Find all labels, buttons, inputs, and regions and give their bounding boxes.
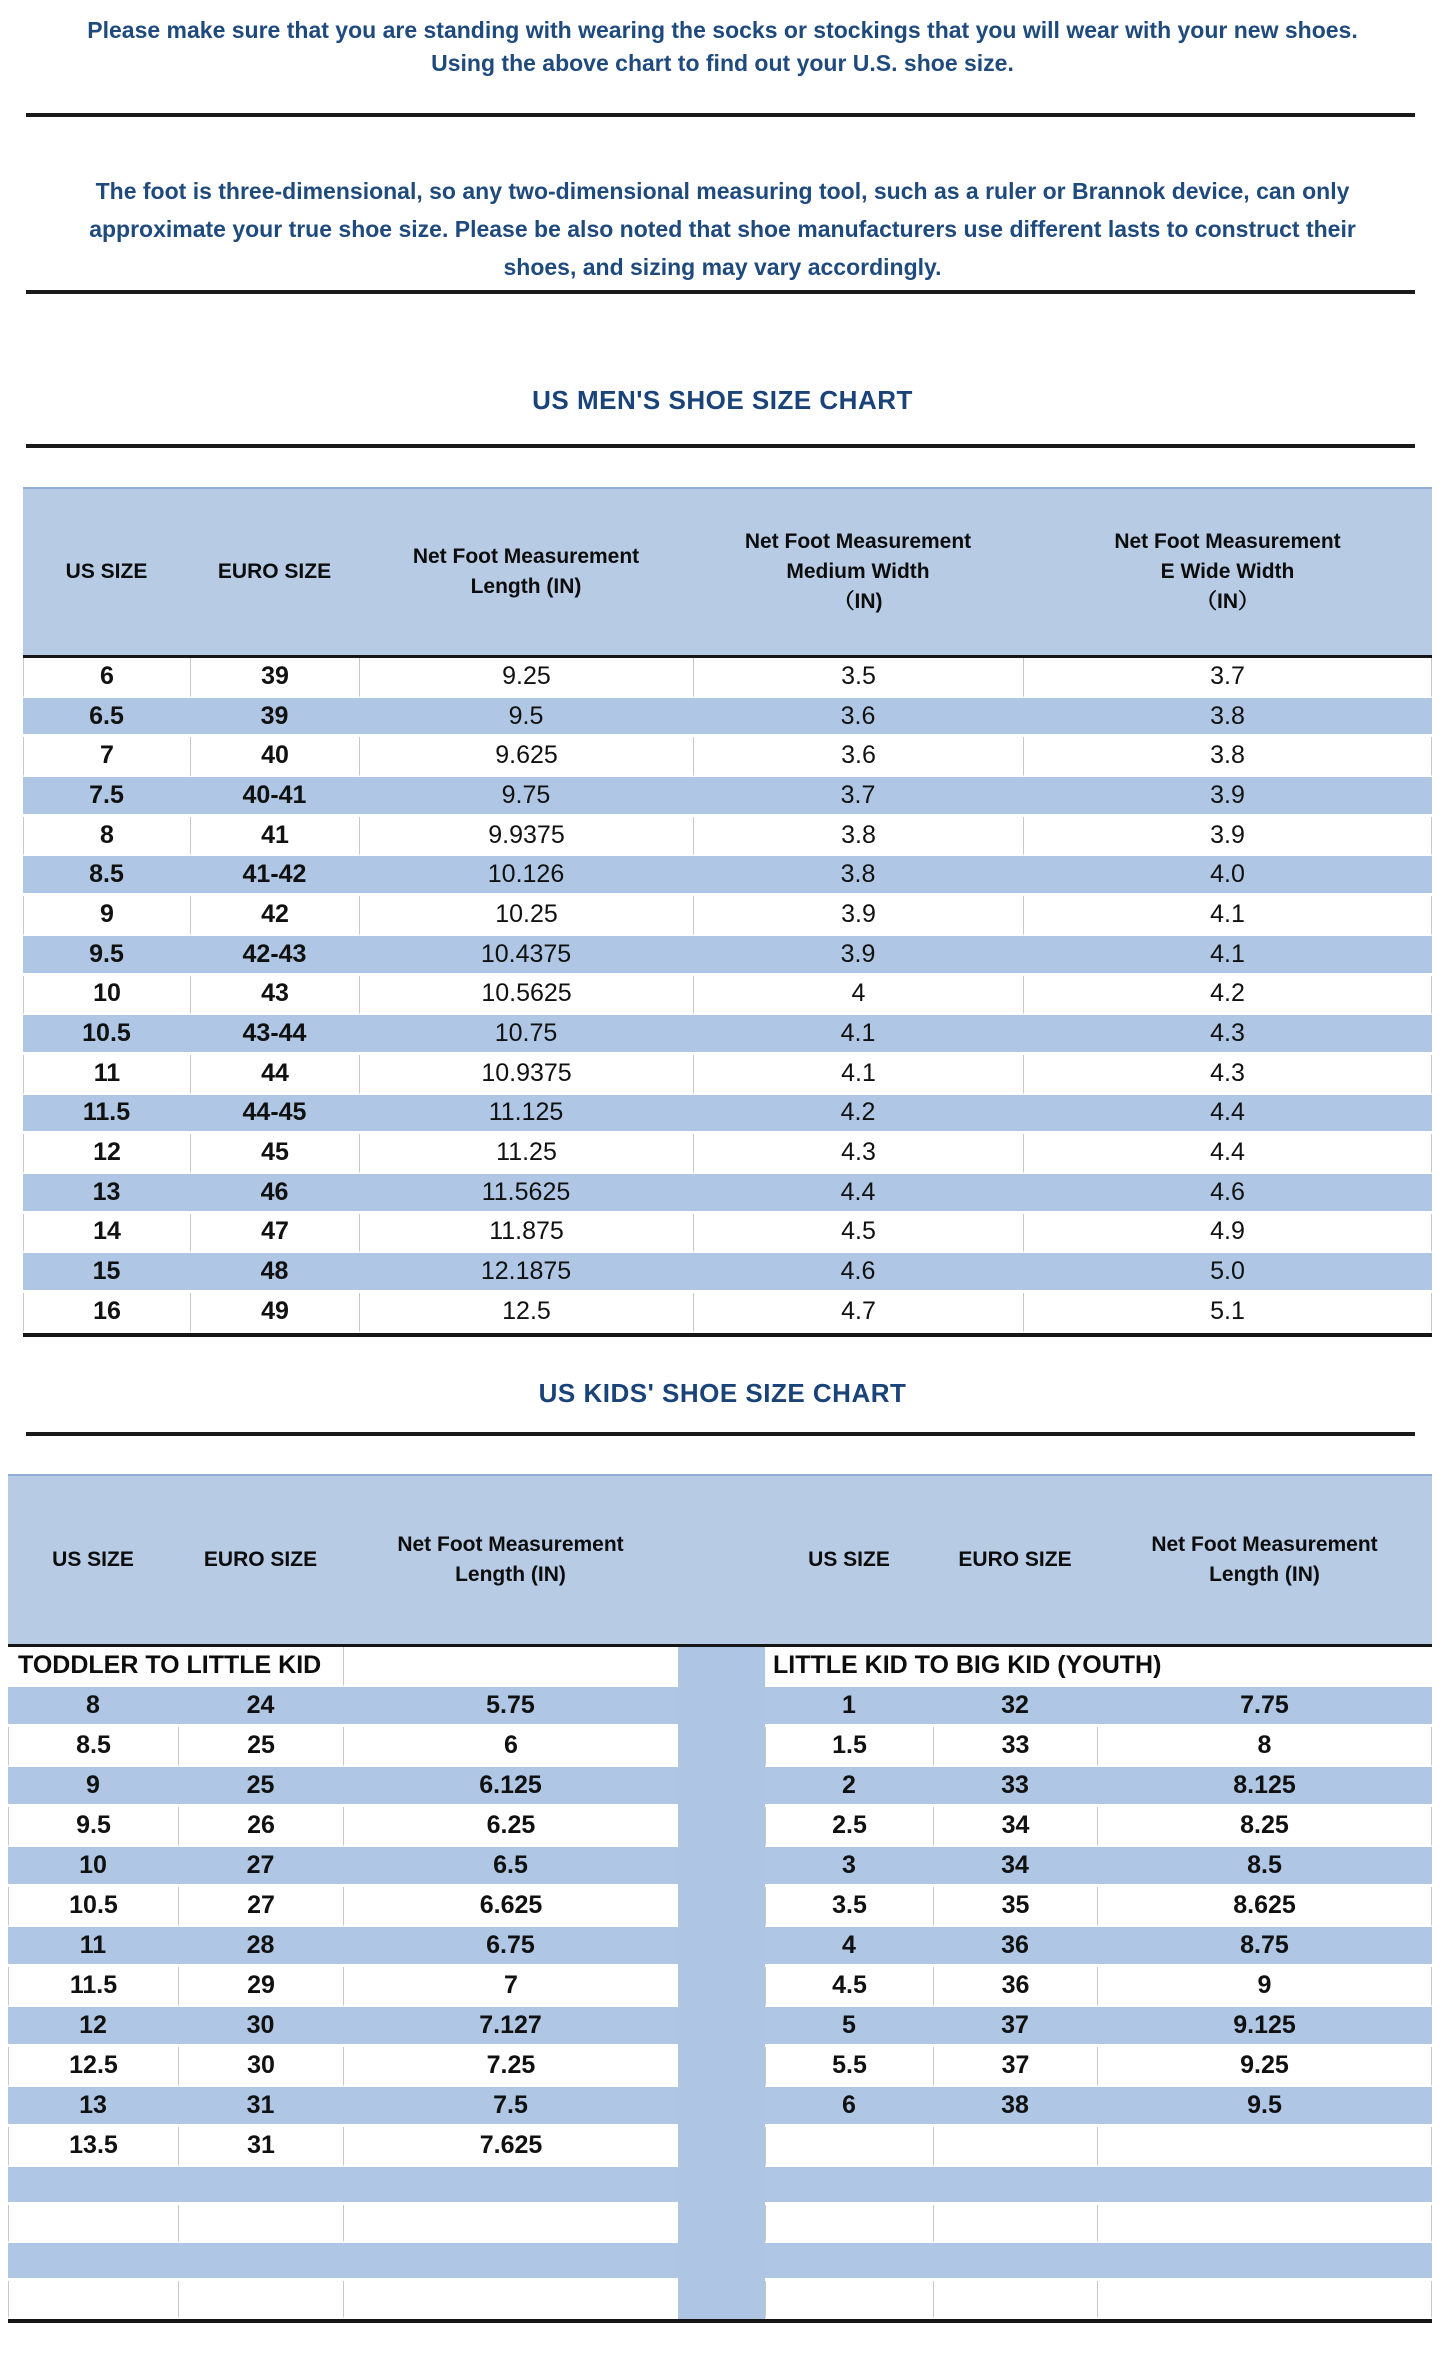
kids-right-cell-length: 8.125 bbox=[1097, 1767, 1432, 1807]
mens-table-row bbox=[23, 1134, 1432, 1174]
mens-cell-us-size: 8.5 bbox=[23, 856, 190, 896]
mens-table-row bbox=[23, 1214, 1432, 1254]
mens-cell-medium-width: 4.3 bbox=[693, 1134, 1023, 1174]
kids-left-cell-euro-size bbox=[178, 2205, 343, 2243]
kids-right-cell-length: 8.75 bbox=[1097, 1927, 1432, 1967]
table-gap-cell bbox=[678, 1647, 765, 1687]
mens-cell-euro-size: 45 bbox=[190, 1134, 359, 1174]
mens-cell-e-wide-width: 4.6 bbox=[1023, 1174, 1432, 1214]
kids-table-row bbox=[8, 2047, 1432, 2087]
kids-right-cell-euro-size: 35 bbox=[933, 1887, 1097, 1927]
kids-right-cell-us-size: 3 bbox=[765, 1847, 933, 1887]
kids-right-cell-length: 8 bbox=[1097, 1727, 1432, 1767]
kids-header-us-size-left bbox=[8, 1476, 178, 1644]
toddler-section-label: TODDLER TO LITTLE KID bbox=[8, 1647, 343, 1687]
header-line: Length (IN) bbox=[1209, 1562, 1320, 1586]
label-row-empty-cell bbox=[343, 1647, 678, 1687]
kids-left-cell-us-size: 8 bbox=[8, 1687, 178, 1727]
mens-table-row bbox=[23, 1015, 1432, 1055]
kids-right-cell-us-size: 4 bbox=[765, 1927, 933, 1967]
kids-right-cell-euro-size: 32 bbox=[933, 1687, 1097, 1727]
mens-cell-us-size: 7.5 bbox=[23, 777, 190, 817]
table-gap-cell bbox=[678, 1927, 765, 1967]
kids-left-cell-euro-size: 30 bbox=[178, 2007, 343, 2047]
mens-header-us-size bbox=[23, 489, 190, 655]
kids-left-cell-length: 7.625 bbox=[343, 2127, 678, 2167]
kids-left-cell-us-size: 10 bbox=[8, 1847, 178, 1887]
mens-cell-length: 10.9375 bbox=[359, 1055, 693, 1095]
mens-cell-e-wide-width: 3.7 bbox=[1023, 658, 1432, 698]
section-divider bbox=[26, 113, 1415, 117]
mens-cell-us-size: 16 bbox=[23, 1293, 190, 1333]
kids-right-cell-length: 8.5 bbox=[1097, 1847, 1432, 1887]
kids-table-row bbox=[8, 2007, 1432, 2047]
mens-cell-euro-size: 42-43 bbox=[190, 936, 359, 976]
kids-right-cell-euro-size: 37 bbox=[933, 2007, 1097, 2047]
kids-left-cell-us-size: 11 bbox=[8, 1927, 178, 1967]
kids-right-cell-euro-size bbox=[933, 2127, 1097, 2167]
mens-header-medium-width bbox=[693, 489, 1023, 655]
mens-cell-e-wide-width: 4.4 bbox=[1023, 1134, 1432, 1174]
mens-cell-length: 10.126 bbox=[359, 856, 693, 896]
kids-header-gap bbox=[678, 1476, 765, 1644]
mens-cell-euro-size: 44-45 bbox=[190, 1095, 359, 1135]
kids-right-cell-euro-size: 34 bbox=[933, 1847, 1097, 1887]
kids-left-cell-euro-size: 29 bbox=[178, 1967, 343, 2007]
mens-cell-medium-width: 4.6 bbox=[693, 1253, 1023, 1293]
mens-cell-us-size: 11.5 bbox=[23, 1095, 190, 1135]
kids-left-cell-length: 5.75 bbox=[343, 1687, 678, 1727]
kids-right-cell-euro-size: 33 bbox=[933, 1767, 1097, 1807]
mens-cell-length: 9.25 bbox=[359, 658, 693, 698]
kids-left-cell-us-size: 12 bbox=[8, 2007, 178, 2047]
kids-table-empty-row bbox=[8, 2281, 1432, 2319]
mens-cell-medium-width: 4.4 bbox=[693, 1174, 1023, 1214]
kids-left-cell-euro-size: 31 bbox=[178, 2127, 343, 2167]
mens-cell-e-wide-width: 5.1 bbox=[1023, 1293, 1432, 1333]
mens-cell-medium-width: 3.8 bbox=[693, 817, 1023, 857]
table-gap-cell bbox=[678, 2087, 765, 2127]
paragraph-line: shoes, and sizing may vary accordingly. bbox=[503, 254, 942, 280]
mens-cell-euro-size: 41 bbox=[190, 817, 359, 857]
kids-table-row bbox=[8, 1767, 1432, 1807]
mens-table-body bbox=[23, 658, 1432, 1333]
mens-cell-euro-size: 39 bbox=[190, 698, 359, 738]
mens-cell-us-size: 8 bbox=[23, 817, 190, 857]
header-line: Net Foot Measurement bbox=[744, 530, 972, 553]
mens-cell-us-size: 9.5 bbox=[23, 936, 190, 976]
mens-cell-e-wide-width: 5.0 bbox=[1023, 1253, 1432, 1293]
kids-right-cell-euro-size: 37 bbox=[933, 2047, 1097, 2087]
mens-cell-length: 10.4375 bbox=[359, 936, 693, 976]
kids-right-cell-us-size: 4.5 bbox=[765, 1967, 933, 2007]
kids-left-cell-length: 6.125 bbox=[343, 1767, 678, 1807]
kids-right-cell-length bbox=[1097, 2205, 1432, 2243]
mens-cell-e-wide-width: 4.4 bbox=[1023, 1095, 1432, 1135]
mens-cell-e-wide-width: 3.9 bbox=[1023, 817, 1432, 857]
intro-paragraph-1 bbox=[0, 0, 1445, 80]
mens-cell-length: 11.25 bbox=[359, 1134, 693, 1174]
mens-table-row bbox=[23, 1293, 1432, 1333]
mens-cell-us-size: 11 bbox=[23, 1055, 190, 1095]
mens-cell-medium-width: 3.9 bbox=[693, 936, 1023, 976]
kids-right-cell-us-size: 3.5 bbox=[765, 1887, 933, 1927]
kids-left-cell-euro-size bbox=[178, 2281, 343, 2319]
mens-table-row bbox=[23, 896, 1432, 936]
mens-cell-length: 10.25 bbox=[359, 896, 693, 936]
kids-right-cell-euro-size bbox=[933, 2243, 1097, 2281]
table-gap-cell bbox=[678, 2281, 765, 2319]
kids-table-row bbox=[8, 2127, 1432, 2167]
mens-cell-e-wide-width: 3.8 bbox=[1023, 737, 1432, 777]
mens-cell-length: 11.875 bbox=[359, 1214, 693, 1254]
kids-left-cell-euro-size: 31 bbox=[178, 2087, 343, 2127]
table-gap-cell bbox=[678, 1807, 765, 1847]
kids-header-euro-size-left bbox=[178, 1476, 343, 1644]
kids-left-cell-euro-size bbox=[178, 2167, 343, 2205]
kids-right-cell-us-size: 1 bbox=[765, 1687, 933, 1727]
table-gap-cell bbox=[678, 2167, 765, 2205]
kids-right-cell-length: 9.125 bbox=[1097, 2007, 1432, 2047]
mens-cell-medium-width: 3.6 bbox=[693, 737, 1023, 777]
header-line: Net Foot Measurement bbox=[412, 545, 640, 568]
mens-table-row bbox=[23, 856, 1432, 896]
kids-left-cell-euro-size: 28 bbox=[178, 1927, 343, 1967]
mens-header-e-wide-width bbox=[1023, 489, 1432, 655]
kids-right-cell-us-size: 2.5 bbox=[765, 1807, 933, 1847]
mens-table-row bbox=[23, 976, 1432, 1016]
header-line: Net Foot Measurement bbox=[1151, 1532, 1378, 1556]
header-line: Net Foot Measurement bbox=[397, 1532, 624, 1556]
kids-right-cell-us-size: 5 bbox=[765, 2007, 933, 2047]
mens-cell-e-wide-width: 4.2 bbox=[1023, 976, 1432, 1016]
kids-table-row bbox=[8, 1967, 1432, 2007]
kids-left-cell-euro-size bbox=[178, 2243, 343, 2281]
mens-cell-medium-width: 4.7 bbox=[693, 1293, 1023, 1333]
kids-table-empty-row bbox=[8, 2167, 1432, 2205]
mens-cell-e-wide-width: 4.3 bbox=[1023, 1015, 1432, 1055]
kids-left-cell-us-size: 9 bbox=[8, 1767, 178, 1807]
mens-cell-e-wide-width: 4.1 bbox=[1023, 936, 1432, 976]
mens-table-row bbox=[23, 1055, 1432, 1095]
kids-right-cell-length: 8.25 bbox=[1097, 1807, 1432, 1847]
kids-left-cell-us-size: 11.5 bbox=[8, 1967, 178, 2007]
youth-section-label: LITTLE KID TO BIG KID (YOUTH) bbox=[765, 1647, 1432, 1687]
header-line: Length (IN) bbox=[470, 575, 582, 598]
header-line: EURO SIZE bbox=[217, 560, 332, 583]
mens-table-row bbox=[23, 698, 1432, 738]
kids-right-cell-us-size: 2 bbox=[765, 1767, 933, 1807]
kids-left-cell-length: 6.75 bbox=[343, 1927, 678, 1967]
kids-right-cell-length bbox=[1097, 2281, 1432, 2319]
kids-left-cell-euro-size: 30 bbox=[178, 2047, 343, 2087]
header-line: US SIZE bbox=[65, 560, 148, 583]
table-gap-cell bbox=[678, 1847, 765, 1887]
header-line: Length (IN) bbox=[455, 1562, 566, 1586]
mens-cell-length: 11.125 bbox=[359, 1095, 693, 1135]
mens-cell-euro-size: 40 bbox=[190, 737, 359, 777]
kids-left-cell-length: 6 bbox=[343, 1727, 678, 1767]
kids-left-cell-euro-size: 26 bbox=[178, 1807, 343, 1847]
mens-cell-medium-width: 4.2 bbox=[693, 1095, 1023, 1135]
mens-cell-euro-size: 39 bbox=[190, 658, 359, 698]
mens-cell-length: 10.5625 bbox=[359, 976, 693, 1016]
mens-cell-length: 9.625 bbox=[359, 737, 693, 777]
mens-cell-length: 10.75 bbox=[359, 1015, 693, 1055]
mens-cell-length: 11.5625 bbox=[359, 1174, 693, 1214]
header-line: US SIZE bbox=[52, 1547, 134, 1571]
mens-cell-us-size: 10.5 bbox=[23, 1015, 190, 1055]
kids-left-cell-length: 6.5 bbox=[343, 1847, 678, 1887]
kids-left-cell-euro-size: 27 bbox=[178, 1847, 343, 1887]
mens-cell-e-wide-width: 4.1 bbox=[1023, 896, 1432, 936]
kids-size-table bbox=[8, 1474, 1432, 2323]
mens-header-euro-size bbox=[190, 489, 359, 655]
paragraph-line: Using the above chart to find out your U.S. shoe size. bbox=[431, 50, 1014, 76]
kids-right-cell-us-size: 1.5 bbox=[765, 1727, 933, 1767]
kids-table-row bbox=[8, 1687, 1432, 1727]
kids-right-cell-length bbox=[1097, 2243, 1432, 2281]
header-line: E Wide Width bbox=[1160, 560, 1295, 583]
kids-right-cell-euro-size: 33 bbox=[933, 1727, 1097, 1767]
kids-left-cell-length bbox=[343, 2167, 678, 2205]
table-gap-cell bbox=[678, 1687, 765, 1727]
table-gap-cell bbox=[678, 2243, 765, 2281]
kids-right-cell-euro-size bbox=[933, 2281, 1097, 2319]
mens-cell-medium-width: 4 bbox=[693, 976, 1023, 1016]
kids-right-cell-euro-size: 36 bbox=[933, 1967, 1097, 2007]
mens-table-row bbox=[23, 936, 1432, 976]
kids-left-cell-euro-size: 27 bbox=[178, 1887, 343, 1927]
table-gap-cell bbox=[678, 1767, 765, 1807]
kids-right-cell-us-size bbox=[765, 2281, 933, 2319]
kids-left-cell-length: 7.5 bbox=[343, 2087, 678, 2127]
mens-cell-us-size: 9 bbox=[23, 896, 190, 936]
table-gap-cell bbox=[678, 2007, 765, 2047]
mens-cell-euro-size: 47 bbox=[190, 1214, 359, 1254]
mens-cell-medium-width: 3.8 bbox=[693, 856, 1023, 896]
kids-table-empty-row bbox=[8, 2243, 1432, 2281]
paragraph-line: approximate your true shoe size. Please be also noted that shoe manufacturers use different lasts to construct their bbox=[89, 216, 1356, 242]
kids-right-cell-length: 9.5 bbox=[1097, 2087, 1432, 2127]
mens-table-row bbox=[23, 1174, 1432, 1214]
kids-left-cell-us-size: 13.5 bbox=[8, 2127, 178, 2167]
kids-right-cell-length: 7.75 bbox=[1097, 1687, 1432, 1727]
mens-cell-us-size: 7 bbox=[23, 737, 190, 777]
section-divider bbox=[26, 444, 1415, 448]
header-line: EURO SIZE bbox=[203, 1547, 318, 1571]
kids-right-cell-euro-size bbox=[933, 2205, 1097, 2243]
kids-left-cell-us-size bbox=[8, 2205, 178, 2243]
intro-paragraph-2 bbox=[0, 172, 1445, 286]
header-line: （IN） bbox=[1196, 590, 1259, 613]
mens-cell-medium-width: 3.9 bbox=[693, 896, 1023, 936]
kids-left-cell-length bbox=[343, 2281, 678, 2319]
kids-table-row bbox=[8, 1727, 1432, 1767]
mens-cell-us-size: 6.5 bbox=[23, 698, 190, 738]
kids-table-row bbox=[8, 2087, 1432, 2127]
kids-left-cell-length: 7.25 bbox=[343, 2047, 678, 2087]
kids-section-label-row bbox=[8, 1647, 1432, 1687]
kids-chart-title: US KIDS' SHOE SIZE CHART bbox=[538, 1377, 907, 1408]
kids-table-body bbox=[8, 1687, 1432, 2319]
kids-left-cell-us-size: 13 bbox=[8, 2087, 178, 2127]
kids-right-cell-length bbox=[1097, 2167, 1432, 2205]
header-line: EURO SIZE bbox=[958, 1547, 1072, 1571]
mens-cell-e-wide-width: 4.0 bbox=[1023, 856, 1432, 896]
mens-cell-length: 12.5 bbox=[359, 1293, 693, 1333]
mens-table-row bbox=[23, 817, 1432, 857]
table-gap-cell bbox=[678, 1967, 765, 2007]
mens-cell-e-wide-width: 3.9 bbox=[1023, 777, 1432, 817]
mens-header-length bbox=[359, 489, 693, 655]
header-line: US SIZE bbox=[808, 1547, 890, 1571]
mens-cell-euro-size: 49 bbox=[190, 1293, 359, 1333]
kids-left-cell-euro-size: 25 bbox=[178, 1727, 343, 1767]
kids-right-cell-us-size bbox=[765, 2127, 933, 2167]
header-line: （IN) bbox=[833, 590, 883, 613]
kids-right-cell-length: 9.25 bbox=[1097, 2047, 1432, 2087]
mens-cell-euro-size: 40-41 bbox=[190, 777, 359, 817]
kids-table-row bbox=[8, 1927, 1432, 1967]
mens-cell-medium-width: 4.1 bbox=[693, 1015, 1023, 1055]
mens-cell-euro-size: 46 bbox=[190, 1174, 359, 1214]
paragraph-line: The foot is three-dimensional, so any two-dimensional measuring tool, such as a ruler or Brannok device, can only bbox=[95, 178, 1350, 204]
mens-cell-euro-size: 43-44 bbox=[190, 1015, 359, 1055]
kids-left-cell-us-size bbox=[8, 2243, 178, 2281]
header-line: Net Foot Measurement bbox=[1114, 530, 1341, 553]
kids-left-cell-length: 6.625 bbox=[343, 1887, 678, 1927]
kids-right-cell-us-size: 6 bbox=[765, 2087, 933, 2127]
kids-right-cell-us-size bbox=[765, 2205, 933, 2243]
mens-cell-us-size: 13 bbox=[23, 1174, 190, 1214]
kids-right-cell-euro-size: 38 bbox=[933, 2087, 1097, 2127]
mens-cell-medium-width: 3.5 bbox=[693, 658, 1023, 698]
kids-table-row bbox=[8, 1887, 1432, 1927]
mens-table-header bbox=[23, 487, 1432, 658]
mens-table-row bbox=[23, 658, 1432, 698]
kids-right-cell-euro-size bbox=[933, 2167, 1097, 2205]
kids-left-cell-us-size: 9.5 bbox=[8, 1807, 178, 1847]
mens-cell-length: 9.5 bbox=[359, 698, 693, 738]
kids-left-cell-euro-size: 24 bbox=[178, 1687, 343, 1727]
mens-cell-length: 9.75 bbox=[359, 777, 693, 817]
kids-header-length-left bbox=[343, 1476, 678, 1644]
mens-size-table bbox=[23, 487, 1432, 1337]
mens-cell-euro-size: 43 bbox=[190, 976, 359, 1016]
mens-cell-euro-size: 48 bbox=[190, 1253, 359, 1293]
mens-cell-us-size: 10 bbox=[23, 976, 190, 1016]
kids-header-length-right bbox=[1097, 1476, 1432, 1644]
mens-cell-medium-width: 3.6 bbox=[693, 698, 1023, 738]
kids-header-us-size-right bbox=[765, 1476, 933, 1644]
mens-table-row bbox=[23, 737, 1432, 777]
table-gap-cell bbox=[678, 2205, 765, 2243]
paragraph-line: Please make sure that you are standing with wearing the socks or stockings that you will wear with your new shoes. bbox=[87, 17, 1358, 43]
kids-left-cell-us-size: 10.5 bbox=[8, 1887, 178, 1927]
mens-table-row bbox=[23, 1253, 1432, 1293]
mens-table-row bbox=[23, 777, 1432, 817]
mens-table-row bbox=[23, 1095, 1432, 1135]
mens-chart-title: US MEN'S SHOE SIZE CHART bbox=[532, 385, 913, 415]
kids-left-cell-length: 6.25 bbox=[343, 1807, 678, 1847]
table-gap-cell bbox=[678, 1887, 765, 1927]
mens-cell-length: 9.9375 bbox=[359, 817, 693, 857]
kids-right-cell-us-size bbox=[765, 2167, 933, 2205]
kids-right-cell-us-size: 5.5 bbox=[765, 2047, 933, 2087]
mens-cell-us-size: 14 bbox=[23, 1214, 190, 1254]
kids-left-cell-length: 7.127 bbox=[343, 2007, 678, 2047]
mens-cell-medium-width: 4.5 bbox=[693, 1214, 1023, 1254]
mens-cell-e-wide-width: 4.3 bbox=[1023, 1055, 1432, 1095]
kids-left-cell-us-size: 12.5 bbox=[8, 2047, 178, 2087]
kids-left-cell-euro-size: 25 bbox=[178, 1767, 343, 1807]
mens-cell-length: 12.1875 bbox=[359, 1253, 693, 1293]
mens-cell-e-wide-width: 3.8 bbox=[1023, 698, 1432, 738]
kids-header-euro-size-right bbox=[933, 1476, 1097, 1644]
table-gap-cell bbox=[678, 2127, 765, 2167]
section-divider bbox=[26, 290, 1415, 294]
kids-table-empty-row bbox=[8, 2205, 1432, 2243]
table-gap-cell bbox=[678, 1727, 765, 1767]
kids-right-cell-euro-size: 36 bbox=[933, 1927, 1097, 1967]
mens-cell-us-size: 12 bbox=[23, 1134, 190, 1174]
kids-right-cell-length bbox=[1097, 2127, 1432, 2167]
kids-table-header bbox=[8, 1474, 1432, 1647]
kids-right-cell-us-size bbox=[765, 2243, 933, 2281]
mens-cell-euro-size: 42 bbox=[190, 896, 359, 936]
mens-cell-medium-width: 3.7 bbox=[693, 777, 1023, 817]
kids-right-cell-euro-size: 34 bbox=[933, 1807, 1097, 1847]
kids-table-row bbox=[8, 1847, 1432, 1887]
kids-table-row bbox=[8, 1807, 1432, 1847]
kids-left-cell-length: 7 bbox=[343, 1967, 678, 2007]
mens-cell-us-size: 15 bbox=[23, 1253, 190, 1293]
kids-right-cell-length: 9 bbox=[1097, 1967, 1432, 2007]
kids-left-cell-length bbox=[343, 2205, 678, 2243]
kids-left-cell-length bbox=[343, 2243, 678, 2281]
kids-left-cell-us-size bbox=[8, 2281, 178, 2319]
mens-cell-medium-width: 4.1 bbox=[693, 1055, 1023, 1095]
mens-cell-e-wide-width: 4.9 bbox=[1023, 1214, 1432, 1254]
section-divider bbox=[26, 1432, 1415, 1436]
mens-cell-euro-size: 44 bbox=[190, 1055, 359, 1095]
header-line: Medium Width bbox=[786, 560, 930, 583]
kids-left-cell-us-size: 8.5 bbox=[8, 1727, 178, 1767]
kids-right-cell-length: 8.625 bbox=[1097, 1887, 1432, 1927]
kids-left-cell-us-size bbox=[8, 2167, 178, 2205]
mens-cell-euro-size: 41-42 bbox=[190, 856, 359, 896]
table-gap-cell bbox=[678, 2047, 765, 2087]
mens-cell-us-size: 6 bbox=[23, 658, 190, 698]
